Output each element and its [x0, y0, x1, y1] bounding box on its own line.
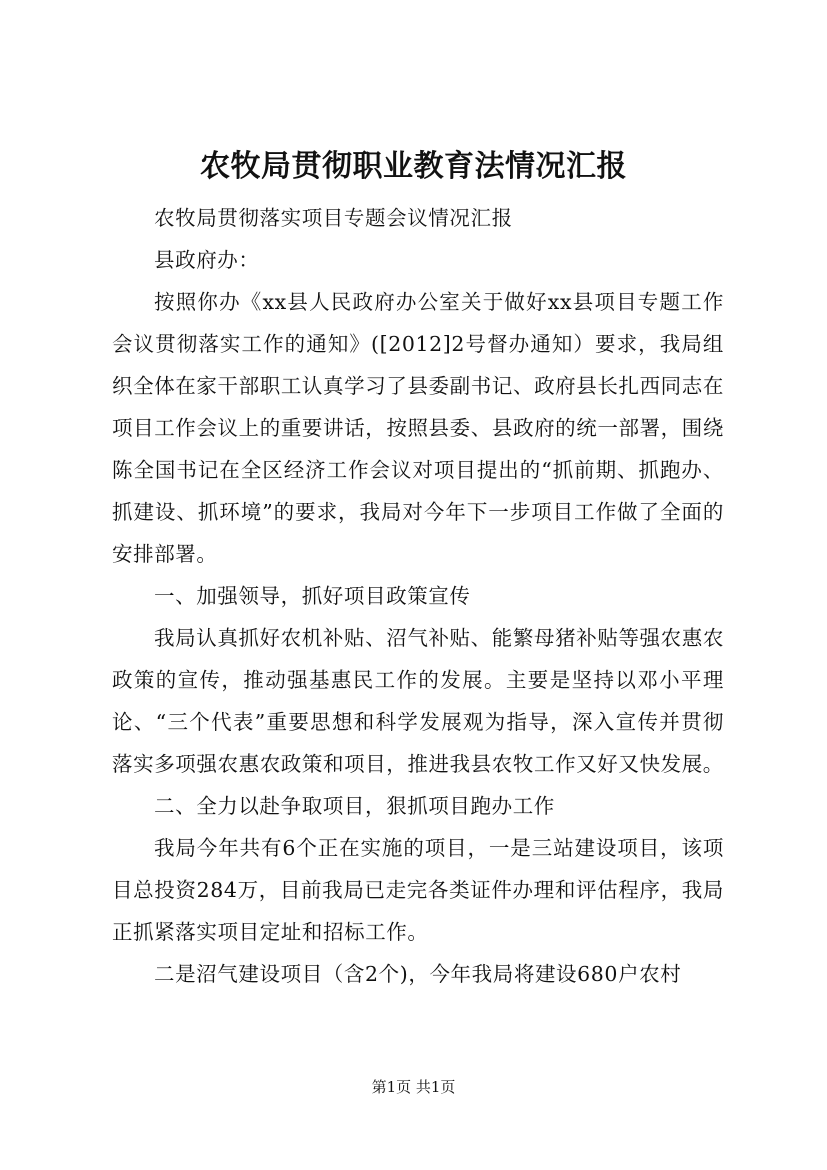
- section-heading: 一、加强领导，抓好项目政策宣传: [154, 584, 471, 608]
- body-paragraph: 按照你办《xx县人民政府办公室关于做好xx县项目专题工作会议贯彻落实工作的通知》([2012]2号督办通知）要求，我局组织全体在家干部职工认真学习了县委副书记、政府县长扎西同志在项目工作会议上的重要讲话，按照县委、县政府的统一部署，围绕陈全国书记在全区经济工作会议对项目提出的“抓前期、抓跑办、抓建设、抓环境”的要求，我局对今年下一步项目工作做了全面的安排部署。: [112, 290, 724, 566]
- body-paragraph: 我局今年共有6个正在实施的项目，一是三站建设项目，该项目总投资284万，目前我局已走完各类证件办理和评估程序，我局正抓紧落实项目定址和招标工作。: [112, 836, 724, 944]
- subtitle-paragraph: 农牧局贯彻落实项目专题会议情况汇报: [154, 206, 513, 230]
- document-title: 农牧局贯彻职业教育法情况汇报: [200, 149, 627, 184]
- body-paragraph: 二是沼气建设项目（含2个)，今年我局将建设680户农村: [154, 962, 682, 986]
- addressee-paragraph: 县政府办：: [154, 248, 260, 272]
- document-body: [112, 197, 724, 995]
- body-paragraph: 我局认真抓好农机补贴、沼气补贴、能繁母猪补贴等强农惠农政策的宣传，推动强基惠民工作的发展。主要是坚持以邓小平理论、“三个代表”重要思想和科学发展观为指导，深入宣传并贯彻落实多项强农惠农政策和项目，推进我县农牧工作又好又快发展。: [112, 626, 724, 776]
- page-number-footer: 第1页 共1页: [371, 1078, 456, 1096]
- section-heading: 二、全力以赴争取项目，狠抓项目跑办工作: [154, 794, 555, 818]
